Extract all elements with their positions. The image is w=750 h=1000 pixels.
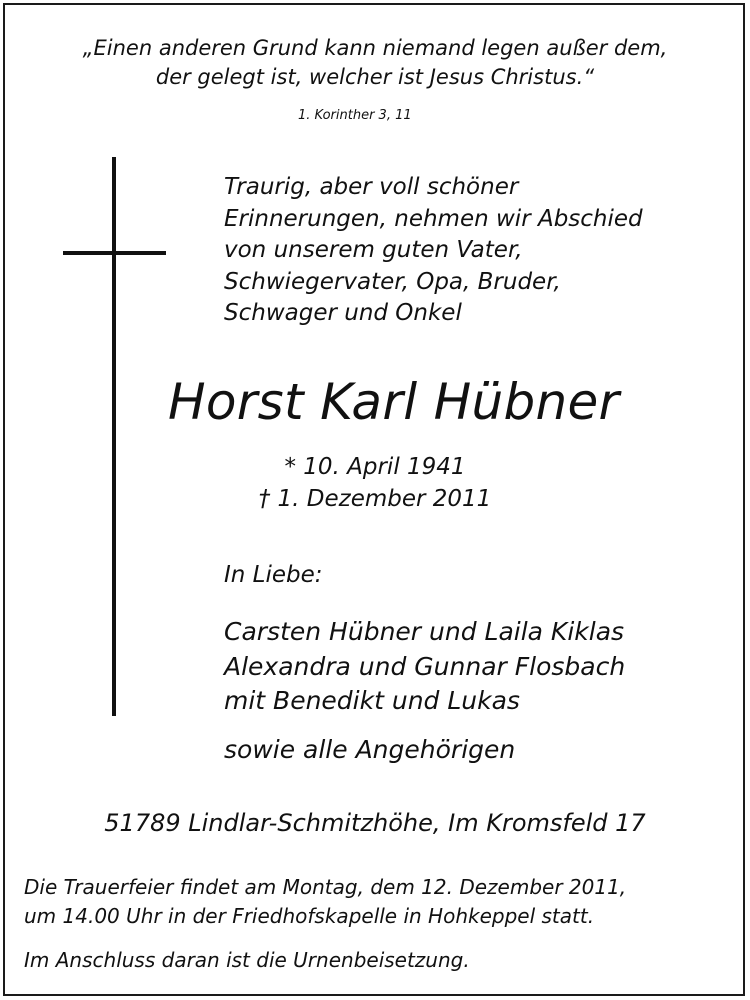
other-relatives: sowie alle Angehörigen [224,735,516,764]
birth-date: * 10. April 1941 [284,454,466,480]
intro-text [224,172,643,330]
mourners-heading: In Liebe: [224,562,323,588]
ceremony-line: um 14.00 Uhr in der Friedhofskapelle in Hohkeppel statt. [24,904,595,928]
quote-reference: 1. Korinther 3, 11 [298,108,412,123]
deceased-name: Horst Karl Hübner [168,373,620,431]
urn-burial-note: Im Anschluss daran ist die Urnenbeisetzung. [24,948,470,972]
address: 51789 Lindlar-Schmitzhöhe, Im Kromsfeld 17 [104,809,646,837]
intro-line: Traurig, aber voll schöner [224,174,519,200]
ceremony-line: Die Trauerfeier findet am Montag, dem 12. Dezember 2011, [24,875,627,899]
intro-line: Schwager und Onkel [224,300,462,326]
quote-line: der gelegt ist, welcher ist Jesus Christus.“ [155,65,595,89]
intro-line: von unserem guten Vater, [224,237,523,263]
mourner-line: mit Benedikt und Lukas [224,686,520,715]
cross-icon-beam [63,251,166,255]
cross-icon [112,157,116,716]
mourner-line: Carsten Hübner und Laila Kiklas [224,617,625,646]
life-dates [210,451,540,515]
intro-line: Schwiegervater, Opa, Bruder, [224,268,561,295]
quote-line: „Einen anderen Grund kann niemand legen außer dem, [82,36,668,60]
ceremony-info [24,873,626,931]
bible-quote [0,34,750,92]
intro-line: Erinnerungen, nehmen wir Abschied [224,205,643,232]
mourner-line: Alexandra und Gunnar Flosbach [224,651,626,681]
mourners-list [224,615,625,719]
death-date: † 1. Dezember 2011 [258,486,492,512]
